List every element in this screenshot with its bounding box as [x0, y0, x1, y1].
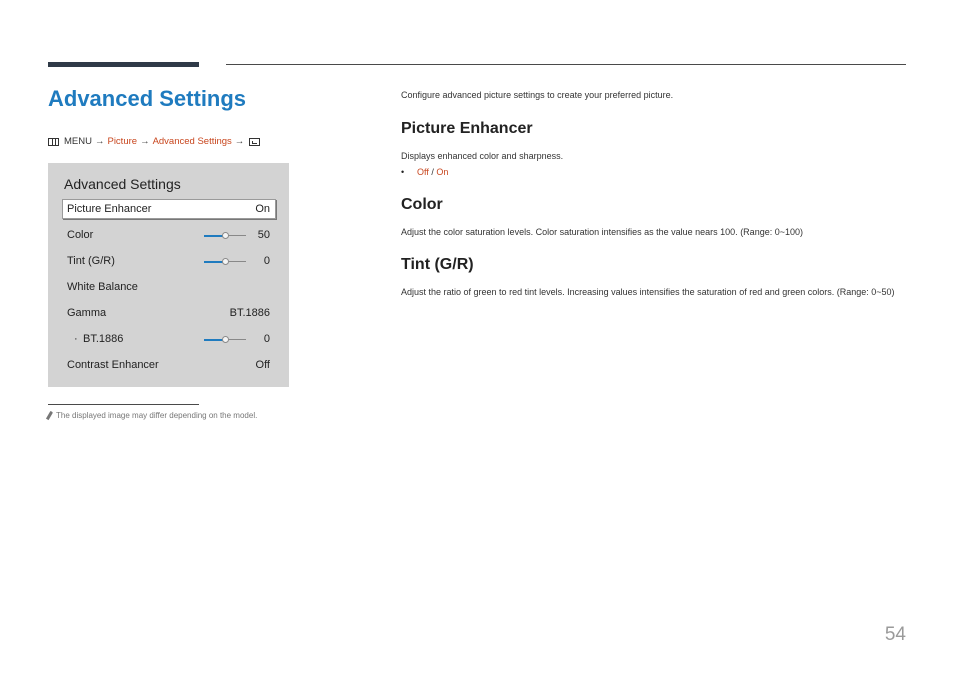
tint-slider[interactable]: [204, 261, 246, 262]
row-value: Off: [255, 359, 270, 371]
option-off: Off: [417, 167, 429, 177]
color-slider[interactable]: [204, 235, 246, 236]
bullet-dot: •: [401, 167, 405, 177]
menu-row-color[interactable]: [62, 225, 276, 245]
breadcrumb-arrow: →: [94, 136, 105, 147]
row-value: 50: [257, 229, 270, 241]
intro-text: Configure advanced picture settings to create your preferred picture.: [401, 90, 674, 100]
header-rule-thin: [226, 64, 906, 65]
sub-item-dot: ·: [74, 333, 78, 345]
advanced-settings-panel: [48, 163, 289, 387]
breadcrumb-picture[interactable]: Picture: [107, 136, 138, 147]
header-rule-thick: [48, 62, 199, 67]
footnote-rule: [48, 404, 199, 405]
menu-row-gamma[interactable]: [62, 303, 276, 323]
menu-row-tint[interactable]: [62, 251, 276, 271]
section-title-color: Color: [401, 196, 443, 213]
footnote-text: The displayed image may differ depending on the model.: [56, 411, 258, 420]
bt1886-slider[interactable]: [204, 339, 246, 340]
section-desc-tint: Adjust the ratio of green to red tint levels. Increasing values intensifies the saturation of red and green colors. (Range: 0~50): [401, 287, 895, 297]
breadcrumb-arrow: →: [234, 136, 245, 147]
section-title-picture-enhancer: Picture Enhancer: [401, 120, 533, 137]
row-label: Color: [67, 229, 94, 241]
row-value: 0: [263, 333, 270, 345]
section-desc-color: Adjust the color saturation levels. Color saturation intensifies as the value nears 100. (Range: 0~100): [401, 227, 803, 237]
row-label: Contrast Enhancer: [67, 359, 159, 371]
footnote: [48, 411, 257, 420]
breadcrumb-menu: MENU: [64, 136, 92, 147]
slider-knob[interactable]: [222, 232, 229, 239]
pencil-icon: [46, 411, 53, 420]
page-number: 54: [884, 624, 906, 645]
row-value: 0: [263, 255, 270, 267]
enter-icon: [249, 138, 260, 146]
slider-knob[interactable]: [222, 336, 229, 343]
menu-row-bt1886[interactable]: [62, 329, 276, 349]
breadcrumb-arrow: →: [140, 136, 150, 147]
section-desc-picture-enhancer: Displays enhanced color and sharpness.: [401, 151, 564, 161]
row-label: White Balance: [67, 281, 138, 293]
breadcrumb-advanced-settings[interactable]: Advanced Settings: [152, 136, 232, 147]
menu-row-white-balance[interactable]: [62, 277, 276, 297]
row-label: BT.1886: [83, 333, 124, 345]
menu-row-contrast-enhancer[interactable]: [62, 355, 276, 375]
menu-row-picture-enhancer[interactable]: [62, 199, 276, 219]
option-separator: /: [431, 167, 434, 177]
row-value: BT.1886: [229, 307, 270, 319]
page-title: Advanced Settings: [48, 86, 247, 111]
option-list: [401, 167, 448, 177]
row-value: On: [255, 203, 270, 215]
menu-icon: [48, 138, 59, 146]
panel-title: Advanced Settings: [64, 176, 181, 192]
slider-knob[interactable]: [222, 258, 229, 265]
breadcrumb: [48, 136, 260, 147]
option-on: On: [436, 167, 449, 177]
row-label: Picture Enhancer: [67, 203, 152, 215]
row-label: Tint (G/R): [67, 255, 115, 267]
section-title-tint: Tint (G/R): [401, 256, 474, 273]
row-label: Gamma: [67, 307, 107, 319]
